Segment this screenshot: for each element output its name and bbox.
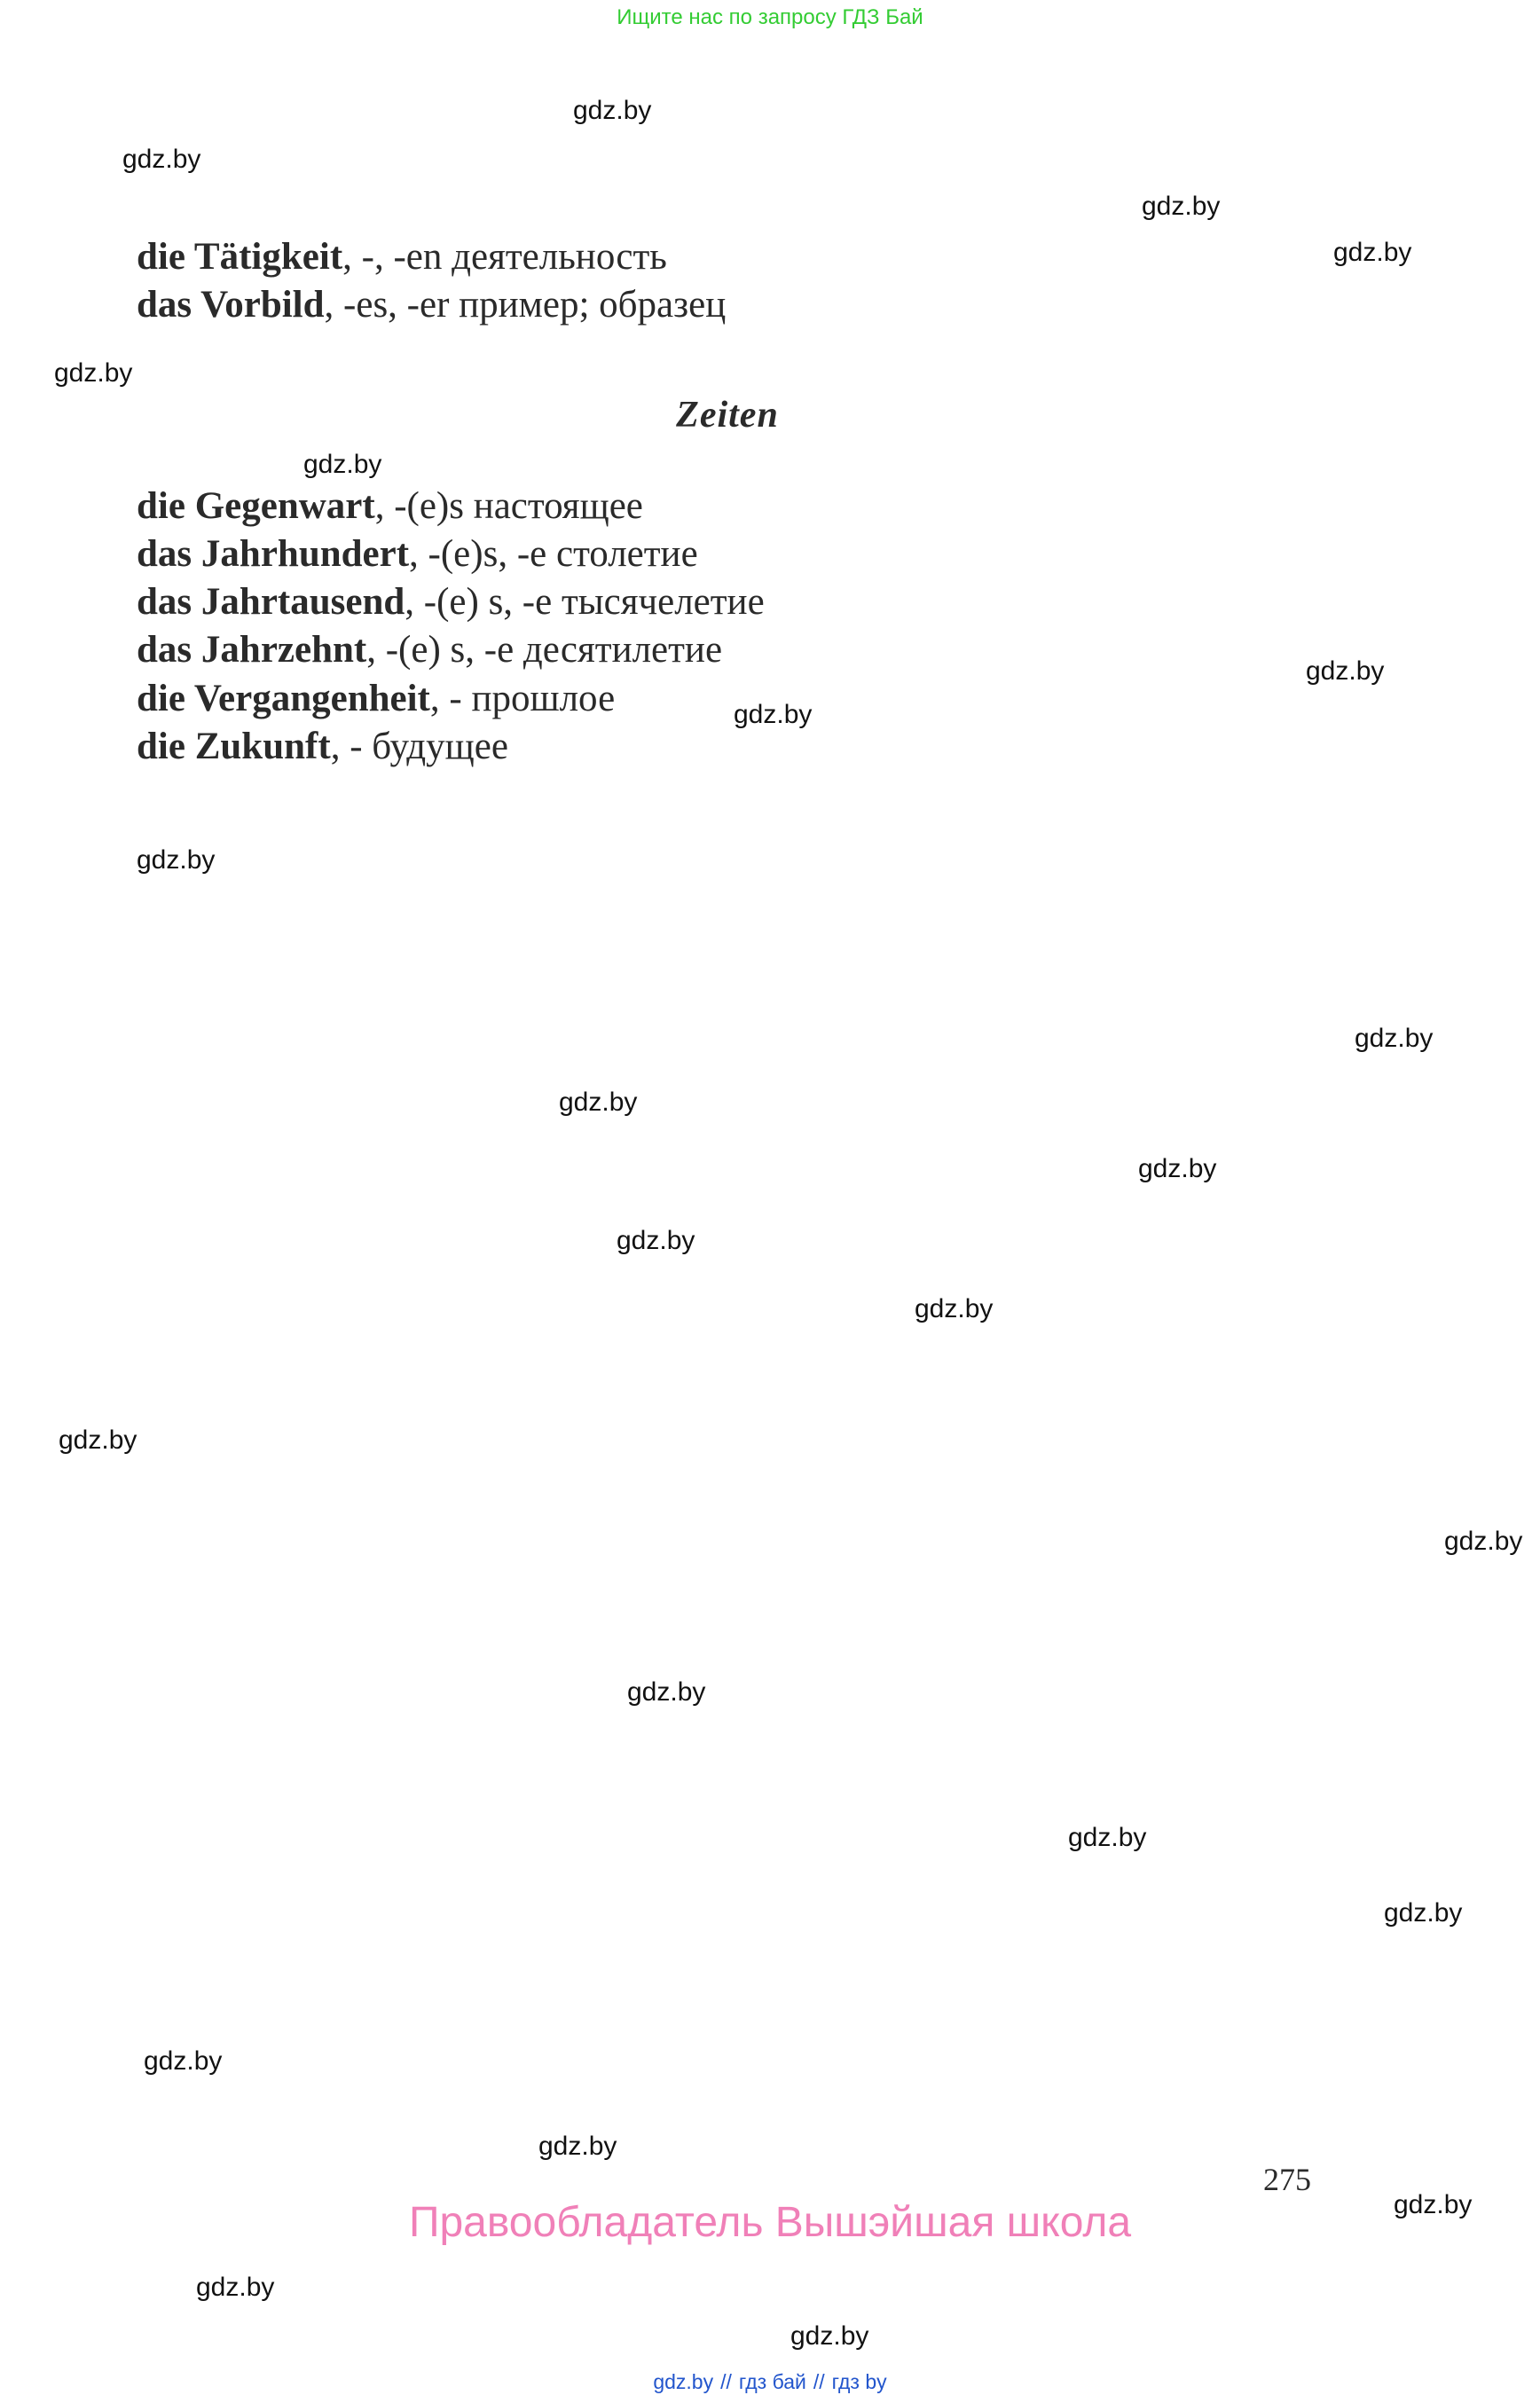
vocab-translation: , - будущее xyxy=(330,726,508,767)
page-number: 275 xyxy=(1263,2162,1311,2197)
vocab-translation: , - прошлое xyxy=(429,678,616,719)
vocab-term: das Jahrzehnt xyxy=(137,629,367,671)
watermark: gdz.by xyxy=(59,1425,138,1455)
section-title: Zeiten xyxy=(676,395,779,436)
watermark: gdz.by xyxy=(1068,1823,1147,1852)
vocab-term: das Jahrtausend xyxy=(137,581,405,623)
watermark: gdz.by xyxy=(538,2132,617,2161)
watermark: gdz.by xyxy=(573,96,652,125)
watermark: gdz.by xyxy=(1444,1527,1523,1556)
watermark: gdz.by xyxy=(122,145,201,174)
watermark: gdz.by xyxy=(303,450,382,479)
footer-separator: // xyxy=(813,2370,825,2393)
watermark: gdz.by xyxy=(559,1088,638,1117)
watermark: gdz.by xyxy=(1333,238,1412,267)
watermark: gdz.by xyxy=(137,845,216,875)
watermark: gdz.by xyxy=(144,2046,223,2076)
vocab-entry xyxy=(137,238,667,276)
watermark: gdz.by xyxy=(1384,1898,1463,1928)
vocab-translation: , -(e) s, -e тысячелетие xyxy=(405,581,765,623)
watermark: gdz.by xyxy=(627,1677,706,1707)
watermark: gdz.by xyxy=(734,700,813,729)
footer-link-gdz-by[interactable]: gdz.by xyxy=(653,2370,714,2393)
watermark: gdz.by xyxy=(790,2321,869,2351)
vocab-term: das Vorbild xyxy=(137,284,325,326)
vocab-term: die Tätigkeit xyxy=(137,236,343,278)
vocab-entry xyxy=(137,727,508,766)
vocab-translation: , -(e)s, -e столетие xyxy=(409,533,698,575)
watermark: gdz.by xyxy=(54,358,133,388)
vocab-term: die Vergangenheit xyxy=(137,678,430,719)
watermark: gdz.by xyxy=(1394,2190,1473,2219)
watermark: gdz.by xyxy=(1355,1024,1434,1053)
vocab-entry xyxy=(137,535,698,573)
top-banner[interactable]: Ищите нас по запросу ГДЗ Бай xyxy=(617,5,923,29)
vocab-translation: , -(e) s, -e десятилетие xyxy=(366,629,723,671)
watermark: gdz.by xyxy=(196,2273,275,2302)
vocab-entry xyxy=(137,583,765,621)
watermark: gdz.by xyxy=(617,1226,695,1255)
watermark: gdz.by xyxy=(1138,1154,1217,1183)
vocab-entry xyxy=(137,286,726,324)
rights-notice: Правообладатель Вышэйшая школа xyxy=(408,2199,1132,2246)
footer-separator: // xyxy=(720,2370,732,2393)
watermark: gdz.by xyxy=(1142,192,1221,221)
vocab-term: die Zukunft xyxy=(137,726,331,767)
vocab-translation: , -es, -er пример; образец xyxy=(324,284,727,326)
vocab-entry xyxy=(137,487,643,525)
vocab-translation: , -(e)s настоящее xyxy=(374,485,643,527)
footer-link-gdz-bai[interactable]: гдз бай xyxy=(738,2370,806,2393)
vocab-entry xyxy=(137,679,615,718)
watermark: gdz.by xyxy=(915,1294,994,1323)
vocab-term: die Gegenwart xyxy=(137,485,375,527)
watermark: gdz.by xyxy=(1306,656,1385,686)
footer-link-gdz-by-cyr[interactable]: гдз by xyxy=(831,2370,887,2393)
vocab-term: das Jahrhundert xyxy=(137,533,410,575)
footer-links xyxy=(0,2370,1540,2394)
vocab-translation: , -, -en деятельность xyxy=(342,236,667,278)
vocab-entry xyxy=(137,631,722,669)
